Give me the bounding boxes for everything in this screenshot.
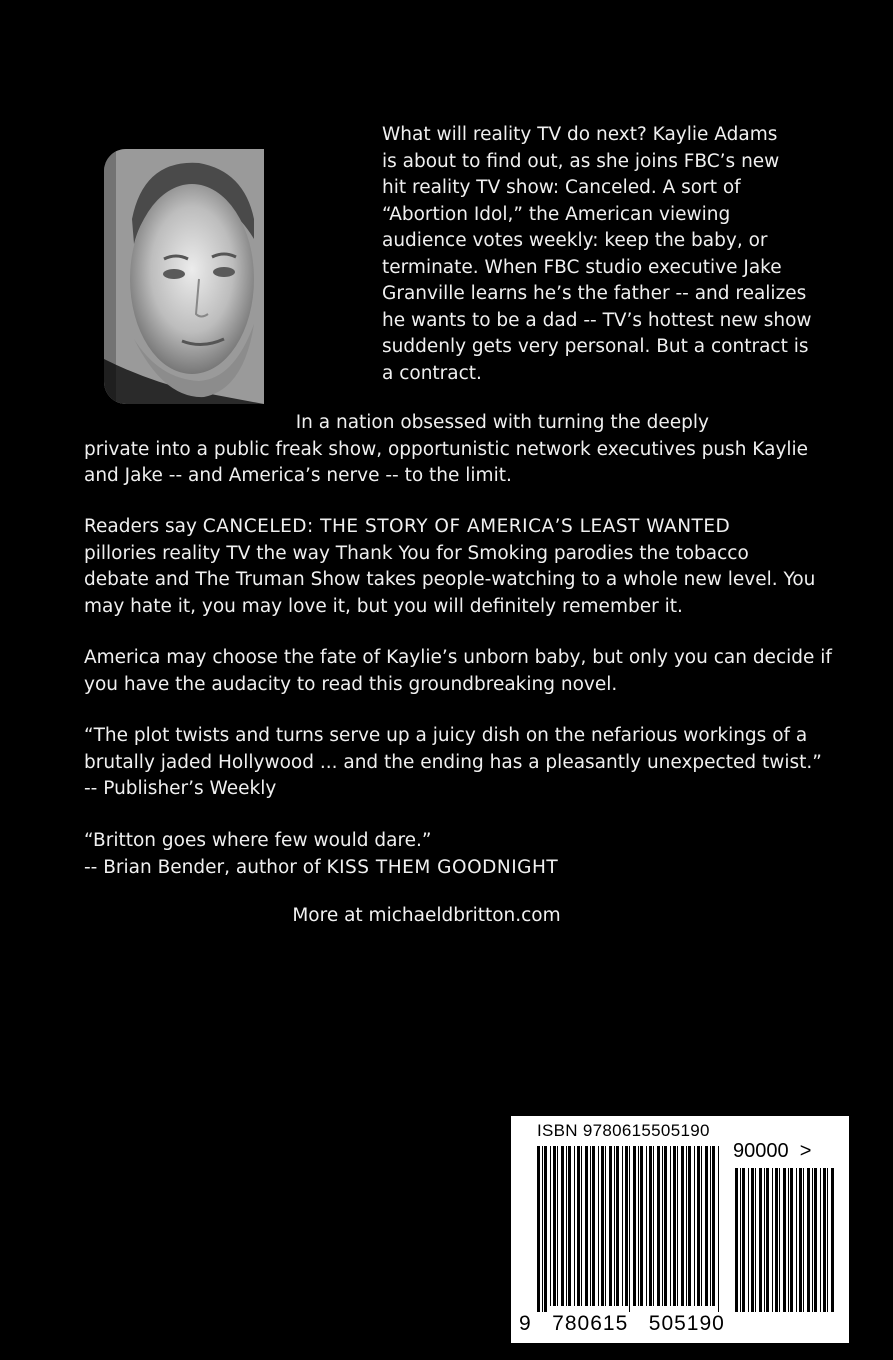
barcode-bar [759, 1168, 762, 1312]
barcode-bar [653, 1146, 654, 1306]
barcode-bar [823, 1168, 826, 1312]
barcode-bar [553, 1146, 556, 1306]
barcode-bar [831, 1168, 834, 1312]
barcode-bar [705, 1146, 708, 1306]
barcode-bar [686, 1146, 687, 1306]
barcode-bar [550, 1146, 551, 1306]
readers-line: debate and The Truman Show takes people-watching to a whole new level. You [84, 569, 816, 590]
barcode-bar [751, 1168, 754, 1312]
intro-line: audience votes weekly: keep the baby, or [382, 230, 768, 251]
barcode-bar [740, 1168, 741, 1312]
barcode-bar [766, 1168, 769, 1312]
barcode-bar [609, 1146, 612, 1306]
readers-line: pillories reality TV the way Thank You for Smoking parodies the tobacco [84, 542, 749, 564]
barcode-bar [585, 1146, 588, 1306]
barcode-bar [820, 1168, 821, 1312]
barcode-bar [764, 1168, 765, 1312]
author-photo [104, 149, 264, 404]
america-line: America may choose the fate of Kaylie’s unborn baby, but only you can decide if [84, 647, 832, 668]
barcode-bar [662, 1146, 663, 1306]
barcode-bar [790, 1168, 793, 1312]
barcode-bar [710, 1146, 711, 1306]
barcode-bar [803, 1168, 804, 1312]
barcode-bar [568, 1146, 571, 1306]
nation-line: In a nation obsessed with turning the deeply [84, 412, 709, 433]
intro-paragraph [382, 122, 812, 387]
barcode-addon-bars [735, 1168, 837, 1312]
isbn-number: 9 780615 505190 [519, 1312, 725, 1335]
barcode-bar [625, 1146, 628, 1306]
blurb-attribution [84, 855, 814, 882]
barcode-bar [673, 1146, 676, 1306]
barcode-bar [748, 1168, 749, 1312]
book-title: CANCELED: THE STORY OF AMERICA’S LEAST WANTED [202, 516, 731, 537]
barcode-bar [788, 1168, 789, 1312]
barcode-bar [772, 1168, 773, 1312]
barcode-bar [814, 1168, 817, 1312]
barcode-bar [712, 1146, 715, 1306]
nation-paragraph [84, 410, 814, 490]
barcode-bar [537, 1146, 540, 1312]
nation-line: private into a public freak show, opportunistic network executives push Kaylie [84, 438, 809, 460]
intro-line: is about to find out, as she joins FBC’s new [382, 150, 780, 172]
barcode-bars [537, 1146, 723, 1312]
barcode-bar [574, 1146, 575, 1306]
barcode-bar [697, 1146, 700, 1306]
blurb-text: “Britton goes where few would dare.” [84, 830, 432, 851]
barcode-bar [657, 1146, 660, 1306]
intro-line: Granville learns he’s the father -- and realizes [382, 283, 807, 304]
readers-lead: Readers say [84, 516, 203, 537]
intro-line: he wants to be a dad -- TV’s hottest new show [382, 309, 812, 331]
barcode-bar [633, 1146, 636, 1306]
isbn-barcode [511, 1116, 849, 1343]
review-quote [84, 723, 822, 803]
readers-paragraph [84, 514, 814, 620]
barcode-bar [755, 1168, 756, 1312]
barcode-bar [601, 1146, 604, 1306]
barcode-bar [542, 1146, 543, 1312]
barcode-bar [605, 1146, 606, 1306]
barcode-bar [646, 1146, 647, 1306]
intro-line: What will reality TV do next? Kaylie Adams [382, 124, 778, 145]
readers-line: may hate it, you may love it, but you will definitely remember it. [84, 595, 683, 617]
barcode-bar [799, 1168, 802, 1312]
barcode-bar [827, 1168, 828, 1312]
barcode-bar [592, 1146, 595, 1306]
barcode-bar [701, 1146, 702, 1306]
barcode-bar [775, 1168, 778, 1312]
barcode-bar [590, 1146, 591, 1306]
barcode-bar [807, 1168, 810, 1312]
barcode-bar [688, 1146, 691, 1306]
barcode-bar [670, 1146, 671, 1306]
website-link: More at michaeldbritton.com [292, 905, 561, 926]
blurb-quote [84, 828, 814, 881]
barcode-bar [638, 1146, 639, 1306]
nation-line: and Jake -- and America’s nerve -- to the limit. [84, 465, 512, 486]
barcode-bar [544, 1146, 547, 1312]
america-line: you have the audacity to read this groundbreaking novel. [84, 673, 618, 695]
barcode-bar [742, 1168, 745, 1312]
barcode-bar [694, 1146, 695, 1306]
barcode-bar [577, 1146, 580, 1306]
barcode-bar [598, 1146, 599, 1306]
review-line: brutally jaded Hollywood ... and the ending has a pleasantly unexpected twist.” [84, 751, 822, 773]
barcode-bar [783, 1168, 786, 1312]
barcode-bar [677, 1146, 678, 1306]
barcode-bar [622, 1146, 623, 1306]
barcode-bar [649, 1146, 652, 1306]
america-paragraph [84, 645, 832, 698]
author-portrait-image [104, 149, 264, 404]
barcode-bar [614, 1146, 615, 1306]
intro-line: suddenly gets very personal. But a contract is [382, 336, 809, 357]
blurb-book-title: KISS THEM GOODNIGHT [326, 856, 559, 878]
intro-line: terminate. When FBC studio executive Jake [382, 256, 782, 278]
barcode-bar [664, 1146, 667, 1306]
barcode-bar [812, 1168, 813, 1312]
price-code: 90000 > [733, 1140, 812, 1162]
barcode-bar [629, 1146, 630, 1312]
barcode-bar [561, 1146, 564, 1306]
review-line: “The plot twists and turns serve up a juicy dish on the nefarious workings of a [84, 725, 808, 746]
barcode-bar [681, 1146, 684, 1306]
barcode-bar [796, 1168, 797, 1312]
barcode-bar [718, 1146, 719, 1312]
intro-line: hit reality TV show: Canceled. A sort of [382, 177, 741, 198]
barcode-bar [640, 1146, 643, 1306]
readers-line-first [84, 514, 814, 541]
blurb-attribution-lead: -- Brian Bender, author of [84, 856, 327, 878]
review-attribution: -- Publisher’s Weekly [84, 778, 277, 799]
intro-line: “Abortion Idol,” the American viewing [382, 203, 731, 225]
barcode-bar [566, 1146, 567, 1306]
barcode-bar [557, 1146, 558, 1306]
barcode-bar [779, 1168, 780, 1312]
isbn-label: ISBN 9780615505190 [537, 1121, 710, 1140]
barcode-bar [581, 1146, 582, 1306]
barcode-bar [616, 1146, 619, 1306]
barcode-bar [735, 1168, 738, 1312]
intro-line: a contract. [382, 362, 482, 384]
